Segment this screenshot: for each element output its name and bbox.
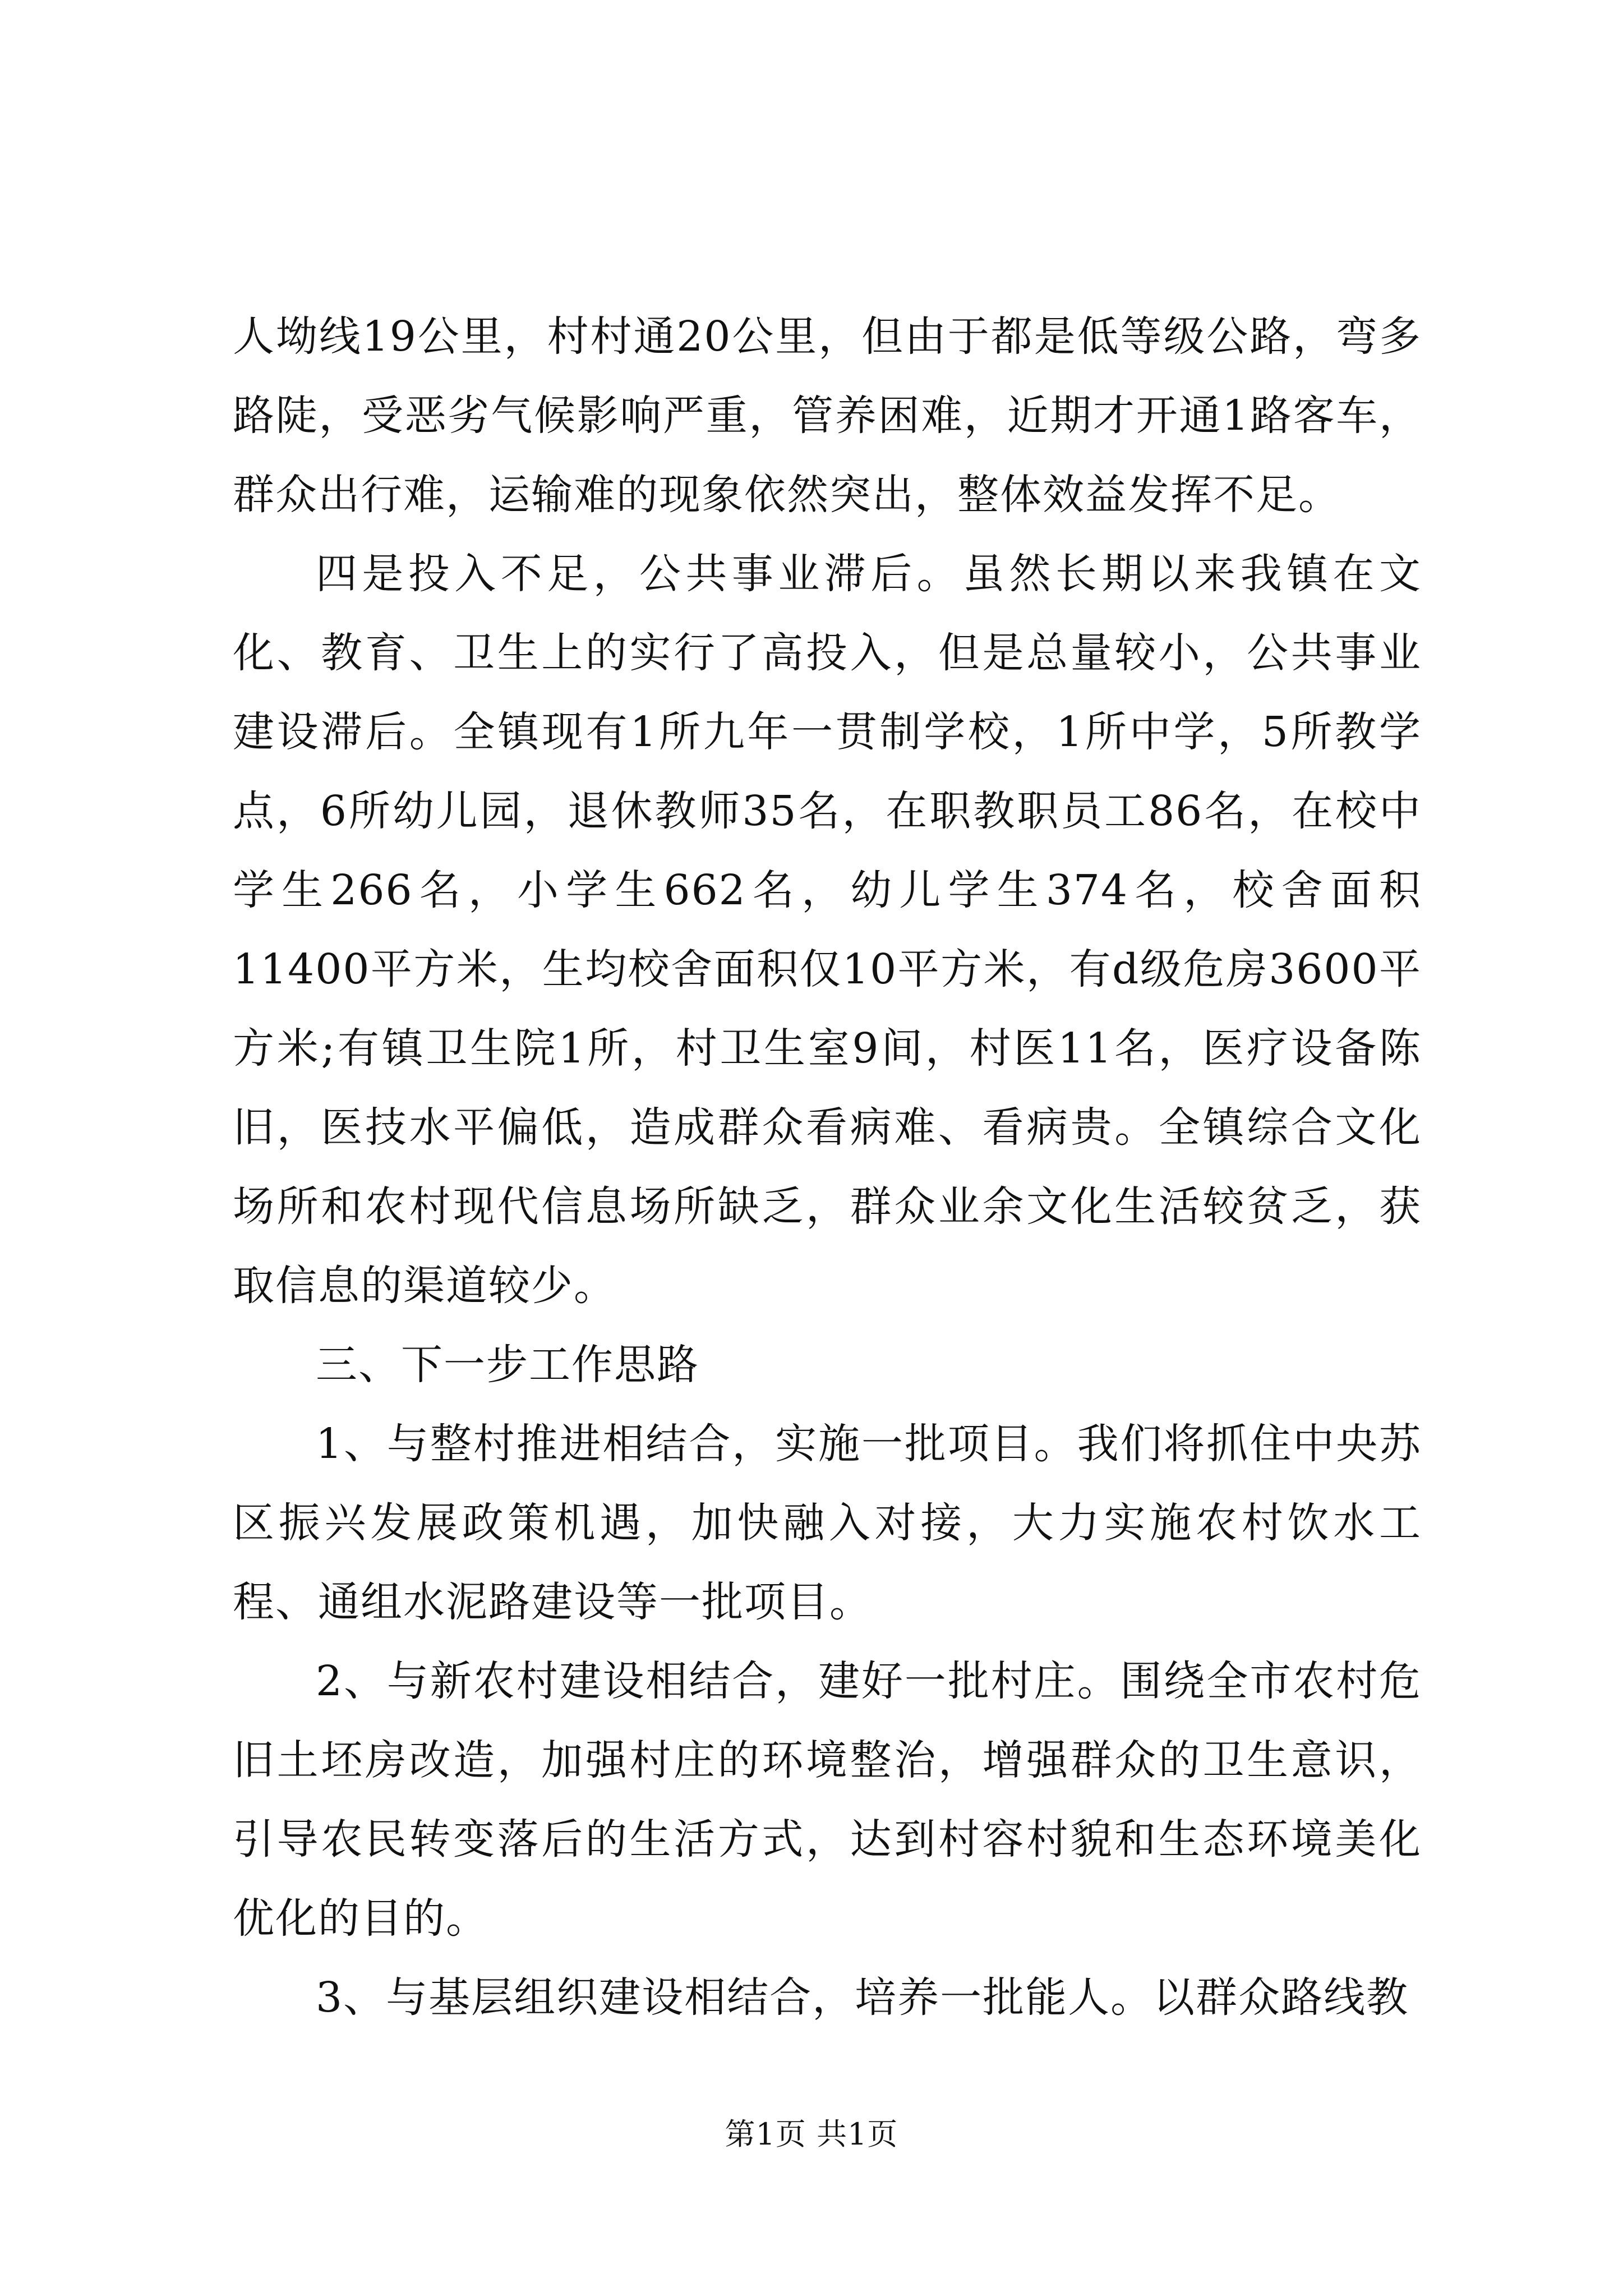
paragraph-item-3-talent: 3、与基层组织建设相结合，培养一批能人。以群众路线教 (316, 1973, 1409, 2022)
page-number-footer: 第1页 共1页 (725, 2116, 898, 2152)
document-body (233, 297, 1422, 2037)
paragraph-item-1-projects: 1、与整村推进相结合，实施一批项目。我们将抓住中央苏区振兴发展政策机遇，加快融入对接，大力实施农村饮水工程、通组水泥路建设等一批项目。 (233, 1420, 1422, 1626)
paragraph-public-services: 四是投入不足，公共事业滞后。虽然长期以来我镇在文化、教育、卫生上的实行了高投入，但是总量较小，公共事业建设滞后。全镇现有1所九年一贯制学校，1所中学，5所教学点，6所幼儿园，退休教师35名，在职教职员工86名，在校中学生266名，小学生662名，幼儿学生374名，校舍面积11400平方米，生均校舍面积仅10平方米，有d级危房3600平方米;有镇卫生院1所，村卫生室9间，村医11名，医疗设备陈旧，医技水平偏低，造成群众看病难、看病贵。全镇综合文化场所和农村现代信息场所缺乏，群众业余文化生活较贫乏，获取信息的渠道较少。 (233, 550, 1422, 1310)
paragraph-item-2-villages: 2、与新农村建设相结合，建好一批村庄。围绕全市农村危旧土坯房改造，加强村庄的环境整治，增强群众的卫生意识，引导农民转变落后的生活方式，达到村容村貌和生态环境美化优化的目的。 (233, 1657, 1422, 1943)
paragraph-continued-roads: 人坳线19公里，村村通20公里，但由于都是低等级公路，弯多路陡，受恶劣气候影响严重，管养困难，近期才开通1路客车，群众出行难，运输难的现象依然突出，整体效益发挥不足。 (233, 312, 1422, 519)
section-heading-next-steps: 三、下一步工作思路 (316, 1341, 699, 1389)
